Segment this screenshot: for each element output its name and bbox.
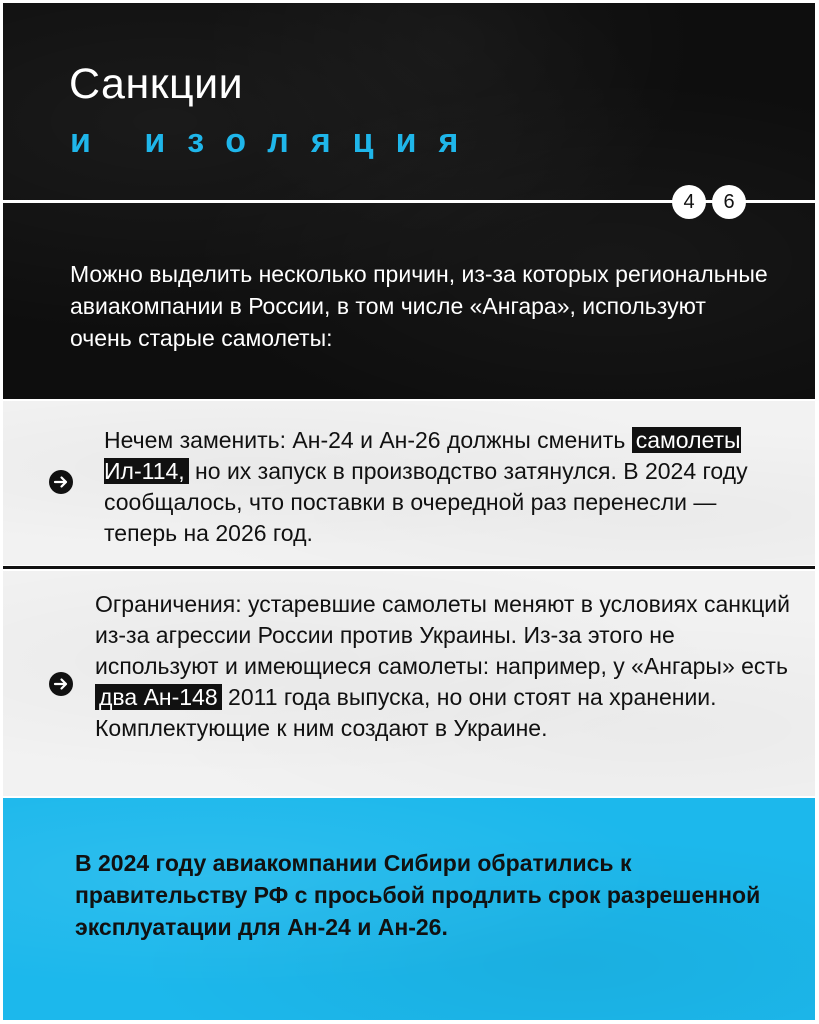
reason-text	[104, 425, 794, 549]
page-subtitle: и изоляция	[70, 122, 481, 160]
footer-text: В 2024 году авиакомпании Сибири обратились к правительству РФ с просьбой продлить срок разрешенной эксплуатации для Ан-24 и Ан-26.	[75, 850, 761, 940]
reason-text-before: Ограничения: устаревшие самолеты меняют в условиях санкций из-за агрессии России против Украины. Из-за этого не используют и имеющиеся самолеты: например, у «Ангары» есть	[95, 591, 790, 679]
page-from: 4	[672, 185, 706, 219]
arrow-right-circle-icon	[49, 470, 73, 494]
highlight-label: самолеты Ил-114,	[104, 427, 741, 484]
page-title: Санкции	[69, 60, 244, 108]
intro-text: Можно выделить несколько причин, из-за которых региональные авиакомпании в России, в том числе «Ангара», используют очень старые самолеты:	[70, 261, 768, 351]
arrow-right-circle-icon	[49, 672, 73, 696]
reason-text-before: Нечем заменить: Ан-24 и Ан-26 должны сменить	[104, 427, 632, 453]
page-indicator	[672, 185, 746, 219]
page-to: 6	[712, 185, 746, 219]
reason-text-after: 2011 года выпуска, но они стоят на хранении. Комплектующие к ним создают в Украине.	[95, 684, 717, 741]
highlight-label: два Ан-148	[95, 684, 222, 710]
reason-text-after: но их запуск в производство затянулся. В 2024 году сообщалось, что поставки в очередной раз перенесли — теперь на 2026 год.	[104, 458, 748, 546]
reason-text	[95, 589, 795, 744]
cards-divider	[3, 566, 815, 569]
